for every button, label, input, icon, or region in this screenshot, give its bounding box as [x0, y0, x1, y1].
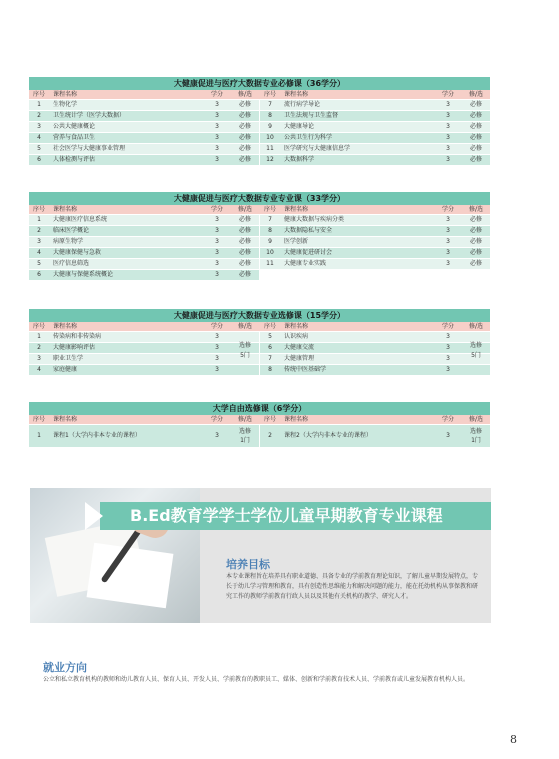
header-name: 课程名称: [284, 206, 309, 213]
table-row: [260, 236, 490, 247]
cell-type: 必修: [469, 238, 482, 245]
cell-no: 1: [37, 216, 41, 223]
table-row: [260, 143, 490, 154]
header-type: 修/选: [237, 323, 253, 330]
cell-no: 9: [268, 123, 272, 130]
cell-name: 临床医学概论: [53, 227, 90, 234]
cell-credit: 3: [215, 333, 219, 340]
right-column: [260, 214, 490, 280]
cell-name: 职业卫生学: [53, 355, 84, 362]
cell-credit: 3: [215, 271, 219, 278]
cell-credit: 3: [446, 355, 450, 362]
cell-type: 必修: [238, 216, 251, 223]
cell-credit: 3: [446, 366, 450, 373]
table-row: [260, 225, 490, 236]
cell-no: 7: [268, 355, 272, 362]
cell-credit: 3: [215, 249, 219, 256]
cell-type: 必修: [238, 112, 251, 119]
cell-credit: 3: [446, 333, 450, 340]
cell-type: 选修 1门: [238, 428, 251, 444]
table-row: [260, 364, 490, 375]
cell-name: 大数据隐私与安全: [284, 227, 333, 234]
cell-no: 3: [37, 123, 41, 130]
cell-credit: 3: [446, 134, 450, 141]
cell-name: 大健康与保健系统概论: [53, 271, 114, 278]
table-row: [29, 99, 259, 110]
cell-no: 3: [37, 355, 41, 362]
cell-name: 医疗信息筛选: [53, 260, 90, 267]
table-title: 大健康促进与医疗大数据专业必修课（36学分）: [29, 77, 490, 90]
cell-name: 课程2（大学内非本专业的课程）: [284, 432, 372, 439]
table-row: [260, 154, 490, 165]
cell-credit: 3: [446, 123, 450, 130]
header-no: 序号: [263, 206, 276, 213]
table-row: [29, 132, 259, 143]
cell-credit: 3: [446, 238, 450, 245]
major-courses-table: [29, 192, 490, 280]
table-row: [29, 154, 259, 165]
merged-type-cell: 选修 5门: [469, 342, 482, 359]
table-row: [260, 99, 490, 110]
cell-no: 7: [268, 216, 272, 223]
cell-credit: 3: [215, 344, 219, 351]
cell-credit: 3: [446, 145, 450, 152]
cell-type: 必修: [238, 123, 251, 130]
table-header: [29, 90, 490, 99]
program-banner: [30, 488, 491, 623]
cell-no: 10: [266, 249, 274, 256]
cell-no: 2: [37, 112, 41, 119]
table-row: [29, 225, 259, 236]
header-credit: 学分: [441, 91, 454, 98]
cell-no: 9: [268, 238, 272, 245]
table-title: 大健康促进与医疗大数据专业选修课（15学分）: [29, 309, 490, 322]
cell-no: 4: [37, 366, 41, 373]
cell-type: 必修: [238, 238, 251, 245]
header-name: 课程名称: [284, 323, 309, 330]
header-type: 修/选: [468, 206, 484, 213]
cell-type: 必修: [238, 249, 251, 256]
header-no: 序号: [32, 91, 45, 98]
header-name: 课程名称: [284, 416, 309, 423]
left-column: [29, 424, 259, 447]
table-header: [29, 322, 490, 331]
left-column: [29, 214, 259, 280]
cell-credit: 3: [215, 238, 219, 245]
table-body: [29, 214, 490, 280]
table-row: [260, 331, 490, 342]
cell-no: 1: [37, 333, 41, 340]
header-name: 课程名称: [53, 91, 78, 98]
header-credit: 学分: [210, 91, 223, 98]
cell-type: 必修: [469, 216, 482, 223]
paper-image: [87, 543, 174, 609]
banner-title: B.Ed教育学学士学位儿童早期教育专业课程: [100, 502, 491, 530]
cell-credit: 3: [215, 101, 219, 108]
cell-no: 6: [37, 271, 41, 278]
table-row: [29, 110, 259, 121]
cell-name: 社会医学与大健康事业管理: [53, 145, 126, 152]
cell-name: 家庭健康: [53, 366, 78, 373]
page-number: 8: [510, 733, 517, 746]
cell-type: 必修: [238, 101, 251, 108]
header-name: 课程名称: [284, 91, 309, 98]
table-row: [29, 331, 259, 342]
table-title: 大健康促进与医疗大数据专业专业课（33学分）: [29, 192, 490, 205]
cell-name: 传统中医基础学: [284, 366, 327, 373]
elective-courses-table: [29, 309, 490, 375]
cell-type: 必修: [238, 260, 251, 267]
cell-no: 6: [37, 156, 41, 163]
left-column: [29, 331, 259, 375]
cell-no: 6: [268, 344, 272, 351]
header-credit: 学分: [210, 206, 223, 213]
cell-no: 7: [268, 101, 272, 108]
table-row: [260, 214, 490, 225]
header-no: 序号: [32, 323, 45, 330]
cell-name: 病原生物学: [53, 238, 84, 245]
header-no: 序号: [263, 323, 276, 330]
cell-name: 医学研究与大健康信息学: [284, 145, 351, 152]
cell-type: 必修: [469, 101, 482, 108]
cell-name: 人体检测与评估: [53, 156, 96, 163]
cell-credit: 3: [446, 344, 450, 351]
cell-no: 5: [37, 145, 41, 152]
table-body: [29, 424, 490, 447]
cell-name: 卫生法规与卫生监督: [284, 112, 339, 119]
table-row: [260, 110, 490, 121]
free-elective-table: [29, 402, 490, 447]
table-row: [29, 342, 259, 353]
cell-no: 12: [266, 156, 274, 163]
cell-no: 1: [37, 432, 41, 439]
table-row: [29, 121, 259, 132]
cell-credit: 3: [215, 156, 219, 163]
required-courses-table: [29, 77, 490, 165]
table-row: [260, 247, 490, 258]
table-title: 大学自由选修课（6学分）: [29, 402, 490, 415]
header-credit: 学分: [441, 416, 454, 423]
cell-no: 8: [268, 227, 272, 234]
left-column: [29, 99, 259, 165]
cell-credit: 3: [215, 366, 219, 373]
cell-credit: 3: [215, 432, 219, 439]
cell-no: 2: [37, 227, 41, 234]
cell-name: 传染病和非传染病: [53, 333, 102, 340]
goal-title: 培养目标: [226, 558, 270, 571]
cell-name: 生物化学: [53, 101, 78, 108]
table-row: [29, 353, 259, 364]
header-credit: 学分: [441, 206, 454, 213]
cell-credit: 3: [446, 432, 450, 439]
cell-name: 公共大健康概论: [53, 123, 96, 130]
header-credit: 学分: [441, 323, 454, 330]
cell-type: 选修 1门: [469, 428, 482, 444]
cell-credit: 3: [215, 260, 219, 267]
cell-credit: 3: [446, 227, 450, 234]
cell-name: 流行病学导论: [284, 101, 321, 108]
cell-no: 1: [37, 101, 41, 108]
header-credit: 学分: [210, 323, 223, 330]
cell-type: 必修: [469, 260, 482, 267]
header-credit: 学分: [210, 416, 223, 423]
header-type: 修/选: [237, 91, 253, 98]
cell-name: 健康大数据与疾病分类: [284, 216, 345, 223]
cell-name: 认识疾病: [284, 333, 309, 340]
cell-name: 公共卫生行为科学: [284, 134, 333, 141]
cell-no: 8: [268, 112, 272, 119]
cell-type: 必修: [238, 156, 251, 163]
cell-name: 医学创新: [284, 238, 309, 245]
cell-no: 3: [37, 238, 41, 245]
cell-type: 必修: [238, 227, 251, 234]
cell-type: 必修: [469, 156, 482, 163]
cell-credit: 3: [215, 134, 219, 141]
header-type: 修/选: [237, 206, 253, 213]
cell-name: 课程1（大学内非本专业的课程）: [53, 432, 141, 439]
cell-no: 5: [37, 260, 41, 267]
cell-credit: 3: [215, 112, 219, 119]
cell-no: 11: [266, 145, 274, 152]
cell-type: 必修: [469, 227, 482, 234]
table-body: [29, 331, 490, 375]
table-row: [29, 247, 259, 258]
cell-type: 必修: [469, 145, 482, 152]
table-row: [260, 132, 490, 143]
cell-no: 4: [37, 249, 41, 256]
header-type: 修/选: [468, 323, 484, 330]
goal-text: 本专业课程旨在培养具有职业道德、具备专业的学前教育理论知识，了解儿童早期发展特点，专长于幼儿学习管理和教育，具有创造性思维能力和解决问题的能力，能在托幼机构从事保教和研究工作的教师学前教育行政人员以及其他有关机构的教学、研究人才。: [226, 573, 479, 600]
table-header: [29, 415, 490, 424]
table-row: [260, 258, 490, 269]
table-row: [260, 353, 490, 364]
header-no: 序号: [32, 206, 45, 213]
right-column: [260, 424, 490, 447]
cell-credit: 3: [215, 216, 219, 223]
cell-type: 必修: [469, 134, 482, 141]
cell-no: 2: [268, 432, 272, 439]
header-no: 序号: [263, 91, 276, 98]
header-type: 修/选: [468, 416, 484, 423]
header-no: 序号: [32, 416, 45, 423]
cell-type: 必修: [469, 249, 482, 256]
cell-credit: 3: [446, 112, 450, 119]
cell-name: 大健康保健与急救: [53, 249, 102, 256]
table-row: [260, 342, 490, 353]
cell-no: 11: [266, 260, 274, 267]
cell-credit: 3: [446, 216, 450, 223]
cell-credit: 3: [215, 123, 219, 130]
cell-name: 大健康医疗信息系统: [53, 216, 108, 223]
header-name: 课程名称: [53, 206, 78, 213]
table-row: [260, 424, 490, 447]
cell-credit: 3: [215, 145, 219, 152]
header-no: 序号: [263, 416, 276, 423]
table-row: [29, 143, 259, 154]
merged-type-cell: 选修 5门: [238, 342, 251, 359]
cell-type: 必修: [238, 271, 251, 278]
cell-no: 5: [268, 333, 272, 340]
cell-credit: 3: [215, 355, 219, 362]
table-row: [29, 269, 259, 280]
cell-name: 大健康促进研讨会: [284, 249, 333, 256]
career-text: 公立和私立教育机构的教师和幼儿教育人员、保育人员、开发人员、学前教育的教职员工、媒体、创新和学前教育技术人员、学前教育或儿童发展教育机构人员。: [43, 676, 470, 683]
cell-type: 必修: [469, 112, 482, 119]
cell-name: 大数据科学: [284, 156, 315, 163]
table-header: [29, 205, 490, 214]
cell-credit: 3: [446, 249, 450, 256]
right-column: [260, 331, 490, 375]
career-title: 就业方向: [43, 661, 87, 674]
cell-credit: 3: [446, 101, 450, 108]
table-row: [29, 236, 259, 247]
header-type: 修/选: [468, 91, 484, 98]
cell-name: 营养与食品卫生: [53, 134, 96, 141]
cell-type: 必修: [238, 145, 251, 152]
cell-type: 必修: [469, 123, 482, 130]
table-row: [29, 214, 259, 225]
table-row: [29, 258, 259, 269]
header-name: 课程名称: [53, 416, 78, 423]
cell-credit: 3: [215, 227, 219, 234]
cell-no: 10: [266, 134, 274, 141]
cell-no: 2: [37, 344, 41, 351]
cell-credit: 3: [446, 156, 450, 163]
header-type: 修/选: [237, 416, 253, 423]
cell-type: 必修: [238, 134, 251, 141]
cell-name: 卫生统计学（医学大数据）: [53, 112, 126, 119]
chevron-icon: [85, 502, 103, 530]
table-row: [29, 424, 259, 447]
cell-name: 大健康交流: [284, 344, 315, 351]
cell-name: 大健康导论: [284, 123, 315, 130]
cell-name: 大健康管理: [284, 355, 315, 362]
right-column: [260, 99, 490, 165]
table-body: [29, 99, 490, 165]
cell-credit: 3: [446, 260, 450, 267]
table-row: [260, 121, 490, 132]
table-row: [29, 364, 259, 375]
cell-no: 8: [268, 366, 272, 373]
cell-name: 大健康专业实践: [284, 260, 327, 267]
cell-no: 4: [37, 134, 41, 141]
cell-name: 大健康影响评估: [53, 344, 96, 351]
header-name: 课程名称: [53, 323, 78, 330]
